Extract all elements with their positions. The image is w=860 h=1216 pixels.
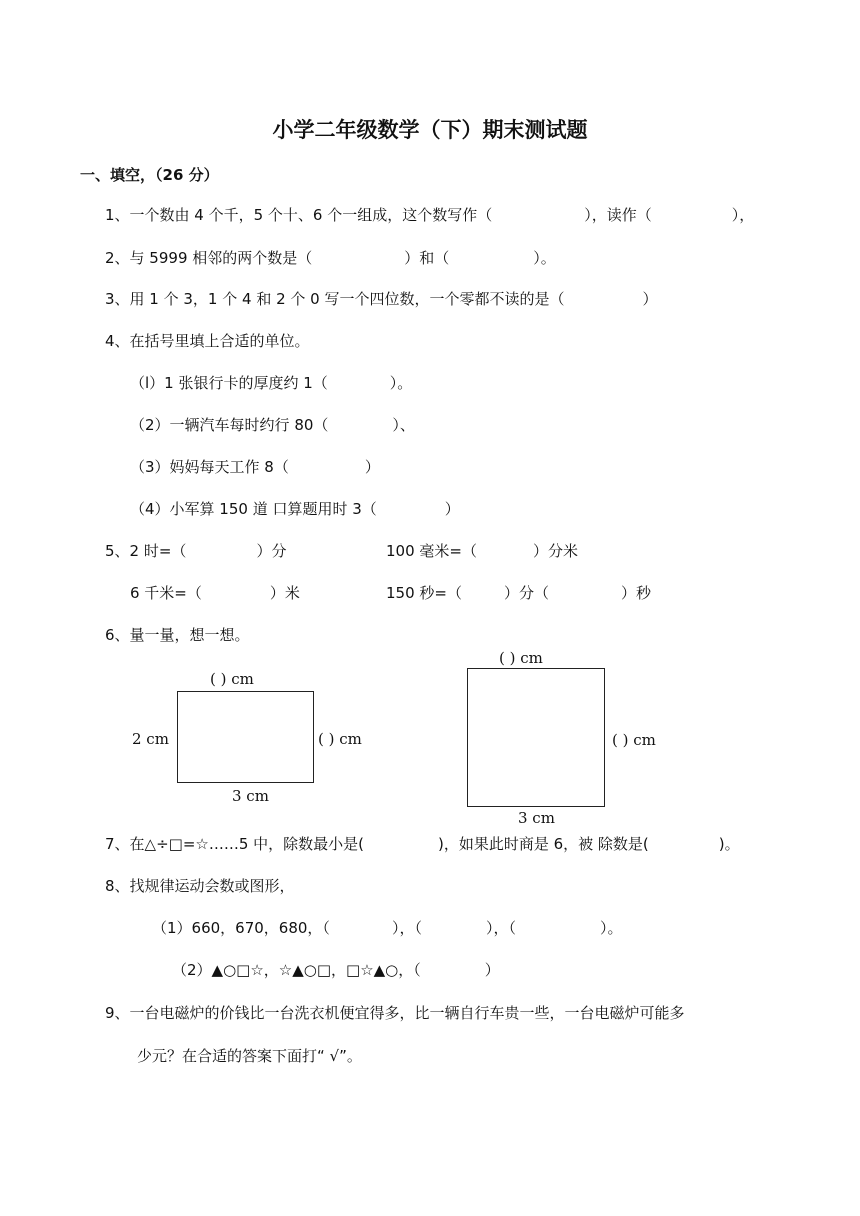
question-5-row-2-right [386, 583, 651, 603]
section-heading: 一、填空，（26 分） [80, 166, 219, 184]
question-9-line-2: 少元？在合适的答案下面打“ √”。 [137, 1047, 362, 1065]
question-4-part-4-text: （4）小军算 150 道 口算题用时 3（ [130, 500, 377, 518]
question-8-part-1-sep: ），（ [391, 919, 422, 937]
question-4-part-4 [130, 499, 460, 519]
square-right-label: ( ) cm [612, 731, 656, 749]
question-8-part-1-end: ）。 [599, 919, 623, 937]
question-7 [105, 834, 740, 854]
question-8-part-1-text: （1）660，670，680，（ [152, 919, 330, 937]
rectangle-left-label: 2 cm [132, 730, 169, 748]
question-6: 6、量一量，想一想。 [105, 626, 250, 644]
square-top-label: ( ) cm [499, 649, 543, 667]
question-5-text: 5、2 时=（ [105, 542, 187, 560]
question-2 [105, 248, 556, 268]
question-8-part-2-end: ） [484, 961, 500, 979]
question-8-part-1 [152, 918, 622, 938]
question-8-part-2-text: （2）▲○□☆，☆▲○□，□☆▲○，（ [172, 961, 421, 979]
question-1-text-c: ）， [731, 206, 755, 224]
page-title: 小学二年级数学（下）期末测试题 [272, 118, 588, 142]
rectangle-right-label: ( ) cm [318, 730, 362, 748]
question-9-line-1: 9、一台电磁炉的价钱比一台洗衣机便宜得多，比一辆自行车贵一些，一台电磁炉可能多 [105, 1004, 685, 1022]
question-4: 4、在括号里填上合适的单位。 [105, 332, 310, 350]
question-7-text-b: )，如果此时商是 6，被 除数是( [438, 835, 649, 853]
rectangle-bottom-label: 3 cm [232, 787, 269, 805]
question-5-row-2-left [130, 583, 300, 603]
question-5-unit: ）分米 [532, 542, 578, 560]
question-4-part-3-end: ） [364, 458, 380, 476]
question-4-part-3-text: （3）妈妈每天工作 8（ [130, 458, 289, 476]
question-2-text-c: ）。 [533, 249, 556, 267]
question-2-text-b: ）和（ [404, 249, 450, 267]
question-8-part-1-sep: ），（ [485, 919, 516, 937]
rectangle-top-label: ( ) cm [210, 670, 254, 688]
question-3-text-b: ） [642, 290, 658, 308]
square-shape [467, 668, 605, 807]
question-8-part-2 [172, 960, 500, 980]
question-2-text-a: 2、与 5999 相邻的两个数是（ [105, 249, 313, 267]
question-4-part-1-end: ）。 [389, 374, 413, 392]
question-4-part-4-end: ） [444, 500, 460, 518]
question-4-part-3 [130, 457, 380, 477]
rectangle-shape [177, 691, 314, 783]
question-4-part-2 [130, 415, 415, 435]
question-7-text-a: 7、在△÷□=☆……5 中，除数最小是( [105, 835, 364, 853]
question-5-unit: ）分（ [503, 584, 549, 602]
question-5-row-1-right [386, 541, 578, 561]
question-1-text-a: 1、一个数由 4 个千，5 个十、6 个一组成，这个数写作（ [105, 206, 493, 224]
question-3 [105, 289, 658, 309]
question-4-part-1 [130, 373, 412, 393]
question-5-unit: ）分 [256, 542, 287, 560]
question-7-text-c: )。 [718, 835, 740, 853]
question-4-part-2-text: （2）一辆汽车每时约行 80（ [130, 416, 329, 434]
question-5-unit: ）秒 [620, 584, 651, 602]
question-1 [105, 205, 754, 225]
question-4-part-2-end: ）、 [392, 416, 415, 434]
question-4-part-1-text: （l）1 张银行卡的厚度约 1（ [130, 374, 328, 392]
square-bottom-label: 3 cm [518, 809, 555, 827]
question-3-text-a: 3、用 1 个 3，1 个 4 和 2 个 0 写一个四位数，一个零都不读的是（ [105, 290, 565, 308]
question-1-text-b: ），读作（ [584, 206, 652, 224]
question-5-unit: ）米 [269, 584, 300, 602]
question-5-text: 100 毫米=（ [386, 542, 477, 560]
question-5-row-1-left [105, 541, 286, 561]
question-5-text: 6 千米=（ [130, 584, 202, 602]
question-8: 8、找规律运动会数或图形， [105, 877, 295, 895]
question-5-text: 150 秒=（ [386, 584, 462, 602]
